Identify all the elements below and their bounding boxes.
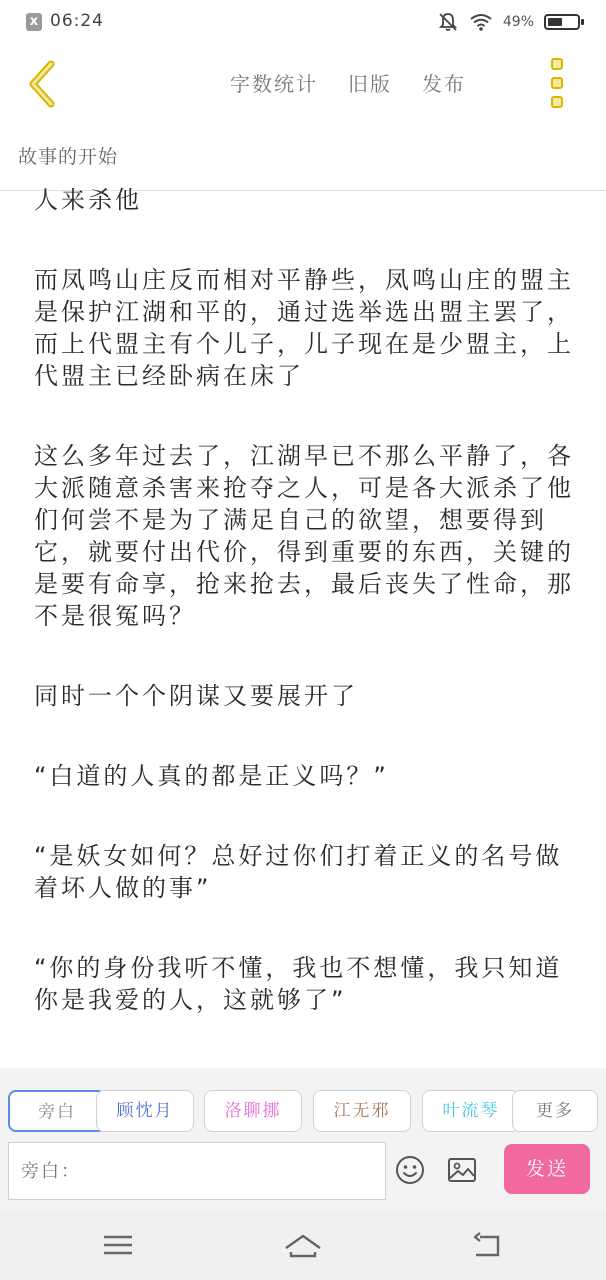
role-chip[interactable]: 叶流琴: [422, 1090, 520, 1132]
story-paragraph: “白道的人真的都是正义吗？”: [34, 762, 389, 790]
notification-close-icon: x: [26, 13, 42, 31]
wifi-icon: [469, 12, 493, 32]
role-chips: [8, 1090, 598, 1134]
hamburger-icon[interactable]: [98, 1228, 138, 1262]
story-paragraph: 人来杀他: [34, 186, 142, 214]
story-paragraph: “你的身份我听不懂，我也不想懂，我只知道你是我爱的人，这就够了”: [34, 954, 563, 1014]
input-row: [8, 1142, 598, 1202]
home-icon[interactable]: [283, 1228, 323, 1262]
role-chip[interactable]: 顾忱月: [96, 1090, 194, 1132]
story-paragraph: “是妖女如何？总好过你们打着正义的名号做着坏人做的事”: [34, 842, 563, 902]
role-chip[interactable]: 洛聊挪: [204, 1090, 302, 1132]
old-version-button[interactable]: 旧版: [348, 72, 392, 96]
word-count-button[interactable]: 字数统计: [230, 72, 318, 96]
more-menu-button[interactable]: [546, 58, 568, 108]
battery-percent: 49%: [502, 14, 534, 30]
chevron-left-icon: [25, 60, 59, 108]
message-input[interactable]: [8, 1142, 386, 1200]
image-icon[interactable]: [446, 1154, 478, 1186]
status-time: 06:24: [50, 11, 104, 31]
system-nav-bar: [0, 1210, 606, 1280]
more-vertical-icon-dot: [551, 96, 563, 108]
role-chip-narrator[interactable]: 旁白: [8, 1090, 106, 1132]
status-bar: [0, 0, 606, 44]
battery-icon: [544, 14, 580, 30]
send-button[interactable]: 发送: [504, 1144, 590, 1194]
back-button[interactable]: [18, 54, 66, 114]
more-roles-button[interactable]: 更多: [512, 1090, 598, 1132]
composer-panel: [0, 1068, 606, 1210]
chapter-title[interactable]: 故事的开始: [18, 146, 119, 168]
header-actions: [230, 68, 466, 97]
story-paragraph: 而凤鸣山庄反而相对平静些，凤鸣山庄的盟主是保护江湖和平的，通过选举选出盟主罢了，而上代盟主有个儿子，儿子现在是少盟主，上代盟主已经卧病在床了: [34, 266, 574, 390]
more-vertical-icon-dot: [551, 58, 563, 70]
story-paragraph: 同时一个个阴谋又要展开了: [34, 682, 358, 710]
title-bar: [0, 44, 606, 124]
mute-bell-icon: [437, 11, 459, 33]
role-chip[interactable]: 江无邪: [313, 1090, 411, 1132]
publish-button[interactable]: 发布: [422, 72, 466, 96]
story-content[interactable]: [34, 184, 574, 1064]
story-paragraph: 这么多年过去了，江湖早已不那么平静了，各大派随意杀害来抢夺之人，可是各大派杀了他们何尝不是为了满足自己的欲望，想要得到它，就要付出代价，得到重要的东西，关键的是要有命享，抢来抢去，最后丧失了性命，那不是很冤吗？: [34, 442, 574, 630]
more-vertical-icon-dot: [551, 77, 563, 89]
battery-fill: [548, 18, 562, 26]
return-icon[interactable]: [468, 1228, 508, 1262]
smiley-icon[interactable]: [394, 1154, 426, 1186]
